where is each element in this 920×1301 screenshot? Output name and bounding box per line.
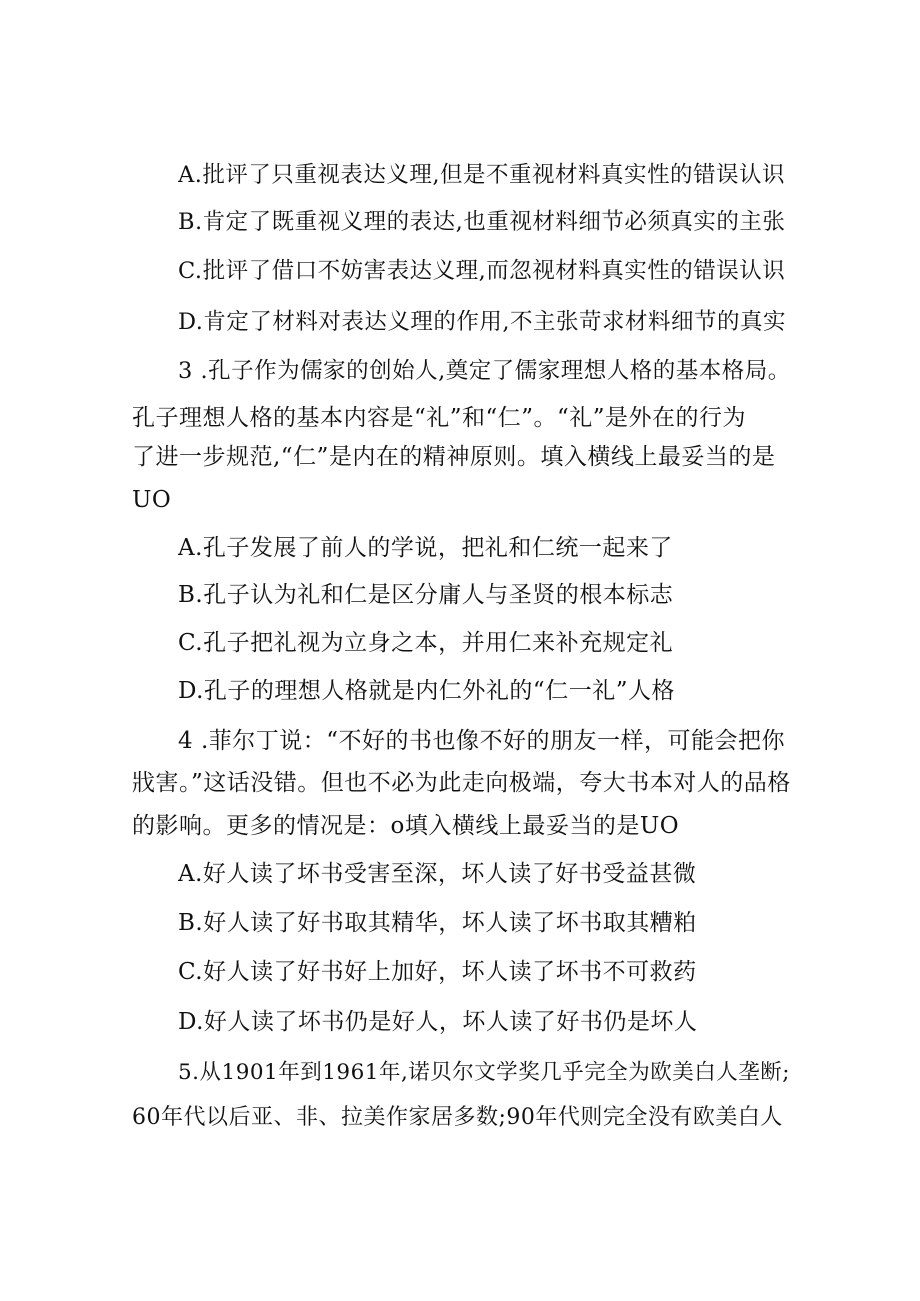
q4-stem-line-2: 戕害。”这话没错。但也不必为此走向极端，夸大书本对人的品格	[132, 770, 791, 796]
q3-stem-line-3: 了进一步规范,“仁”是内在的精神原则。填入横线上最妥当的是	[132, 444, 776, 470]
q5-stem-line-1: 5.从1901年到1961年,诺贝尔文学奖几乎完全为欧美白人垄断;	[178, 1060, 791, 1085]
q3-option-b: B.孔子认为礼和仁是区分庸人与圣贤的根本标志	[178, 582, 674, 608]
q2-option-a: A.批评了只重视表达义理,但是不重视材料真实性的错误认识	[178, 162, 786, 188]
q3-stem-line-1: 3 .孔子作为儒家的创始人,奠定了儒家理想人格的基本格局。	[178, 358, 791, 384]
q4-option-a: A.好人读了坏书受害至深，坏人读了好书受益甚微	[178, 861, 697, 887]
q5-stem-line-2: 60年代以后亚、非、拉美作家居多数;90年代则完全没有欧美白人	[132, 1105, 783, 1130]
q3-stem-line-4: UO	[132, 487, 172, 513]
q3-option-c: C.孔子把礼视为立身之本，并用仁来补充规定礼	[178, 630, 674, 656]
q2-option-c: C.批评了借口不妨害表达义理,而忽视材料真实性的错误认识	[178, 258, 786, 284]
q4-option-d: D.好人读了坏书仍是好人，坏人读了好书仍是坏人	[178, 1009, 698, 1035]
q2-option-d: D.肯定了材料对表达义理的作用,不主张苛求材料细节的真实	[178, 309, 787, 335]
q3-stem-line-2: 孔子理想人格的基本内容是“礼”和“仁”。“礼”是外在的行为	[132, 405, 747, 431]
q4-stem-line-1: 4 .菲尔丁说：“不好的书也像不好的朋友一样，可能会把你	[178, 728, 786, 754]
q4-option-b: B.好人读了好书取其精华，坏人读了坏书取其糟粕	[178, 910, 697, 936]
q4-stem-line-3: 的影响。更多的情况是：o填入横线上最妥当的是UO	[132, 813, 680, 839]
q2-option-b: B.肯定了既重视义理的表达,也重视材料细节必须真实的主张	[178, 209, 786, 235]
q4-option-c: C.好人读了好书好上加好，坏人读了坏书不可救药	[178, 959, 697, 985]
q3-option-d: D.孔子的理想人格就是内仁外礼的“仁一礼”人格	[178, 678, 675, 704]
q3-option-a: A.孔子发展了前人的学说，把礼和仁统一起来了	[178, 535, 673, 561]
